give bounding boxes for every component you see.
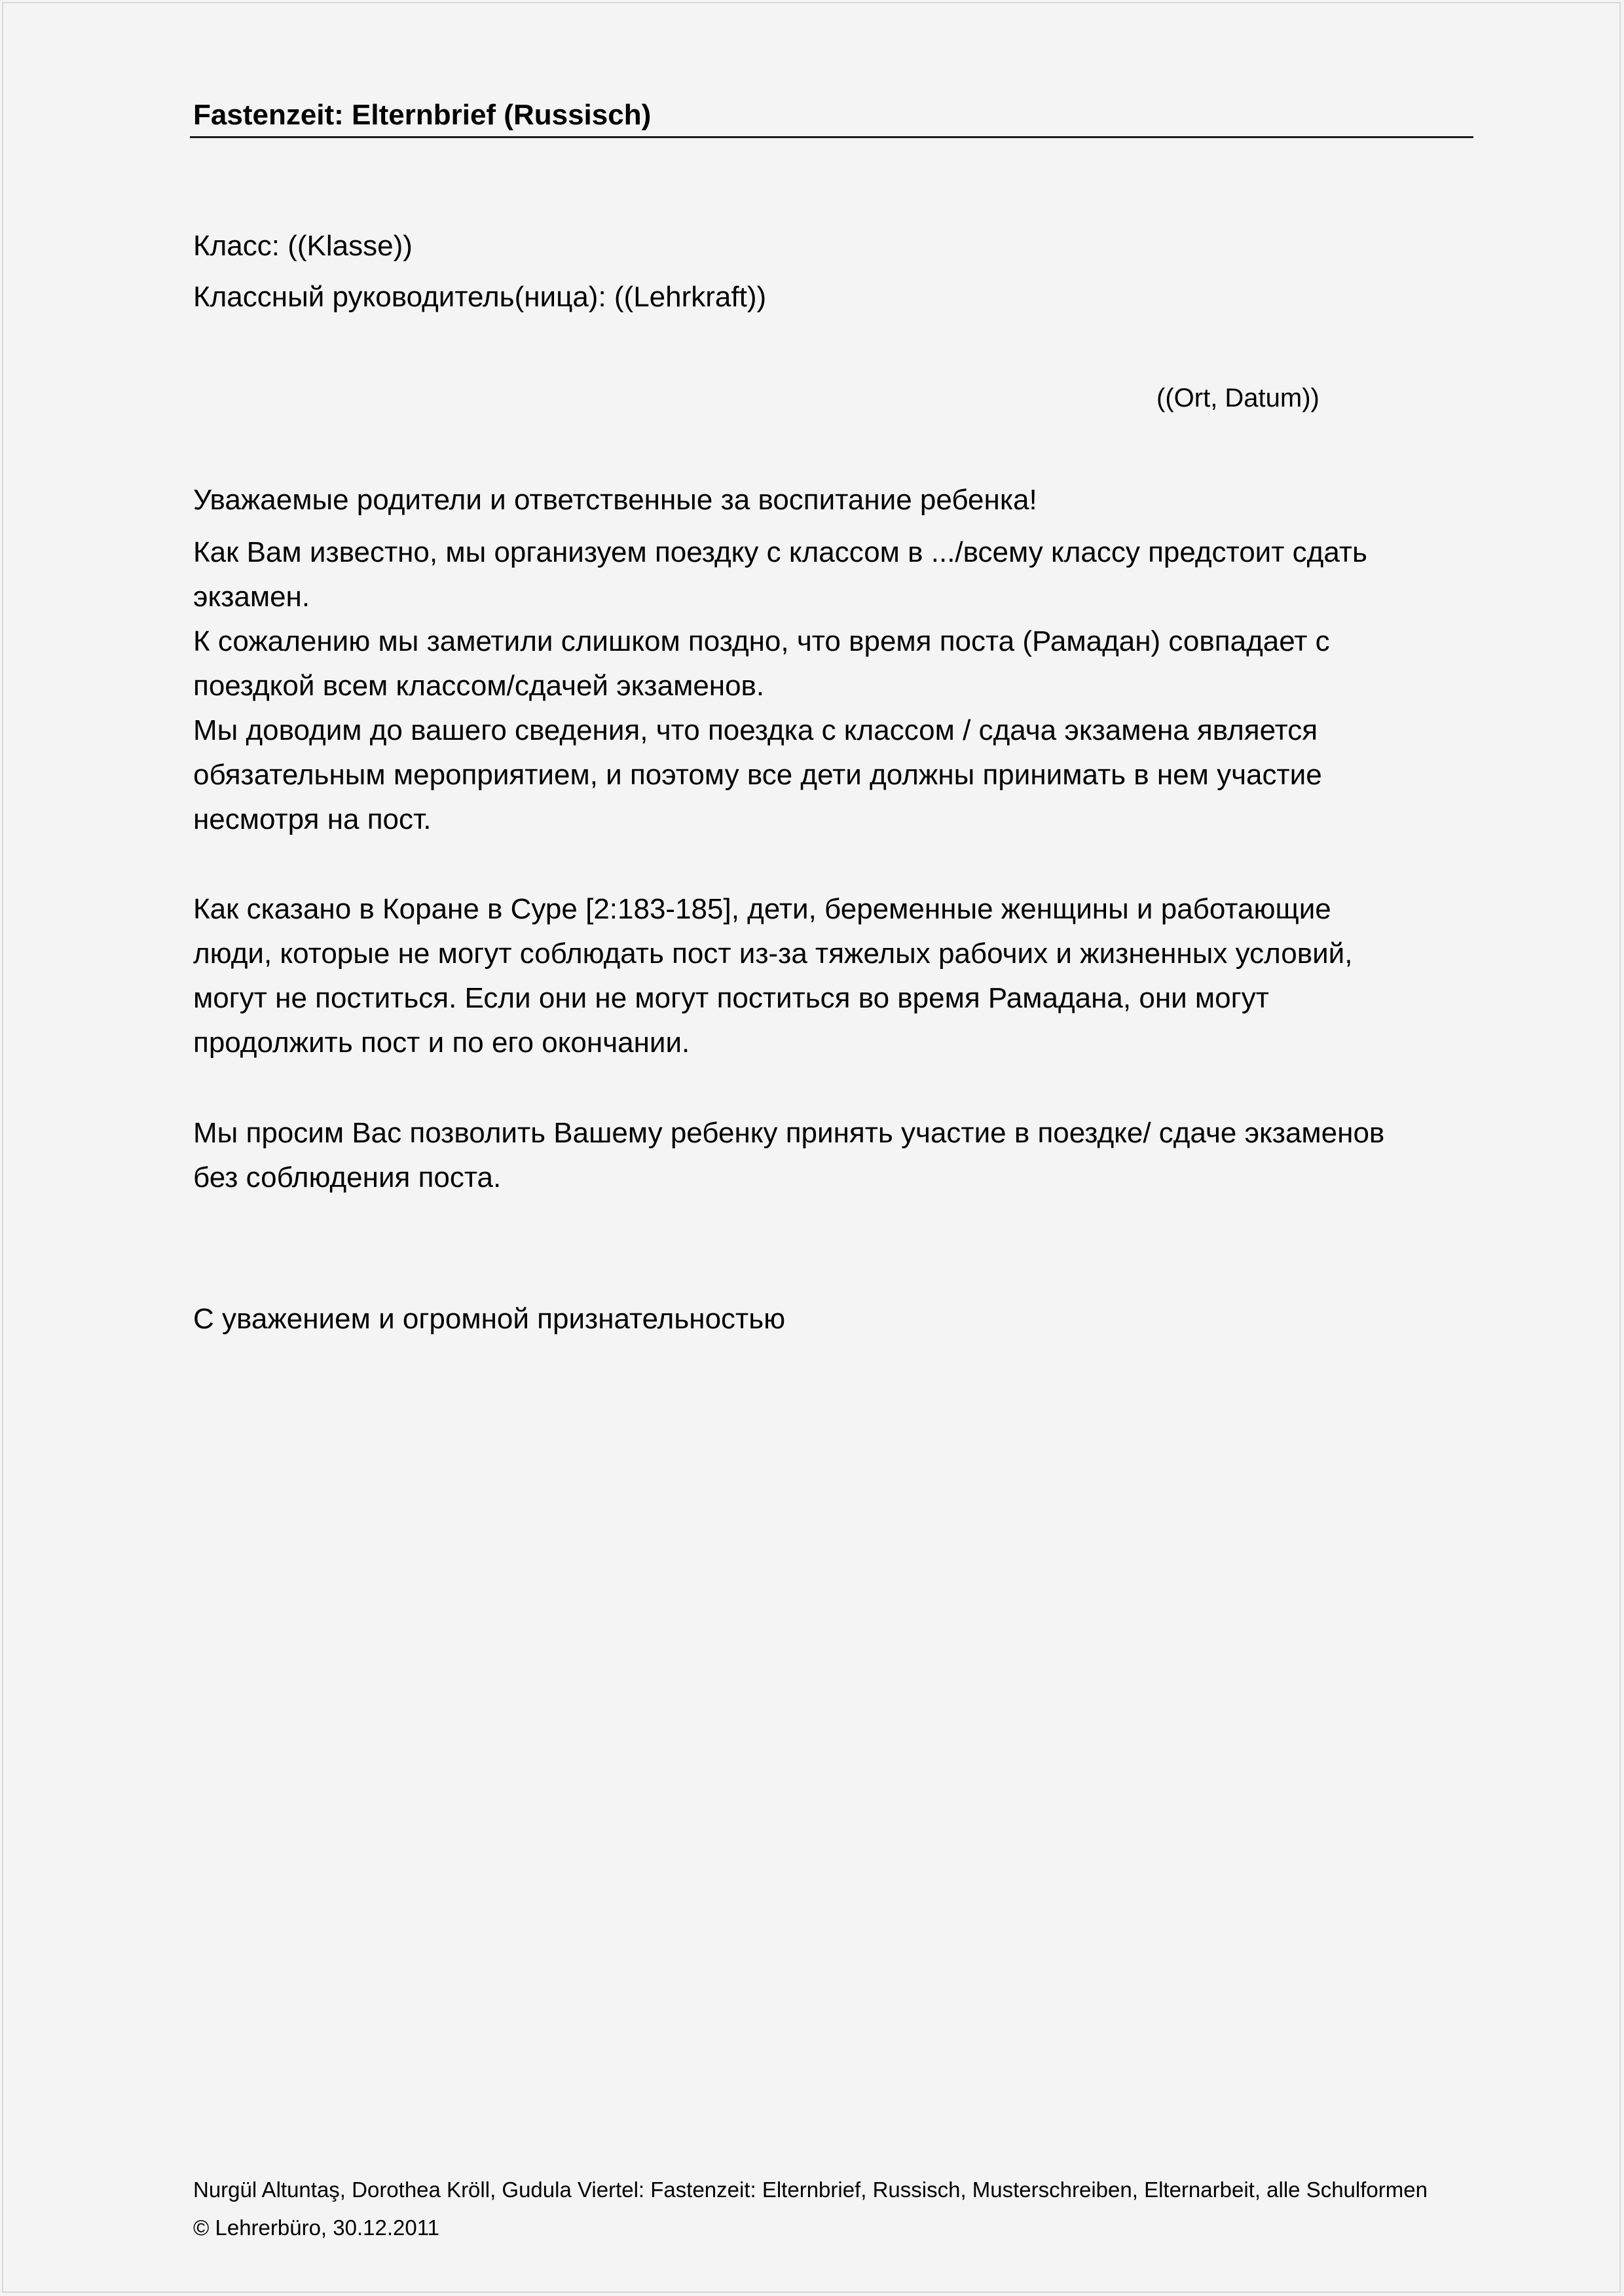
- paragraph-trip-notice: [193, 530, 1477, 842]
- closing-line: С уважением и огромной признательностью: [193, 1303, 786, 1335]
- paragraph-line: несмотря на пост.: [193, 803, 432, 835]
- paragraph-line: Мы просим Вас позволить Вашему ребенку принять участие в поездке/ сдаче экзаменов: [193, 1117, 1385, 1149]
- document-title: Fastenzeit: Elternbrief (Russisch): [193, 99, 652, 131]
- salutation: Уважаемые родители и ответственные за воспитание ребенка!: [193, 484, 1037, 516]
- class-field: Класс: ((Klasse)): [193, 230, 413, 262]
- title-underline-divider: [190, 136, 1473, 138]
- paragraph-line: продолжить пост и по его окончании.: [193, 1027, 690, 1059]
- paragraph-line: могут не поститься. Если они не могут поститься во время Рамадана, они могут: [193, 982, 1269, 1014]
- footer-copyright: © Lehrerbüro, 30.12.2011: [193, 2215, 439, 2240]
- paragraph-line: Как сказано в Коране в Суре [2:183-185], дети, беременные женщины и работающие: [193, 893, 1331, 925]
- teacher-field: Классный руководитель(ница): ((Lehrkraft)): [193, 281, 767, 313]
- paragraph-line: обязательным мероприятием, и поэтому все дети должны принимать в нем участие: [193, 759, 1322, 791]
- paragraph-quran-reference: [193, 887, 1477, 1065]
- footer-credits: Nurgül Altuntaş, Dorothea Kröll, Gudula Viertel: Fastenzeit: Elternbrief, Russisch, Musterschreiben, Elternarbeit, alle Schulformen: [193, 2178, 1428, 2202]
- paragraph-line: люди, которые не могут соблюдать пост из-за тяжелых рабочих и жизненных условий,: [193, 938, 1353, 970]
- place-date-field: ((Ort, Datum)): [1156, 384, 1320, 412]
- paragraph-line: экзамен.: [193, 581, 310, 613]
- paragraph-line: без соблюдения поста.: [193, 1161, 502, 1194]
- paragraph-request: [193, 1111, 1477, 1200]
- paragraph-line: Мы доводим до вашего сведения, что поездка с классом / сдача экзамена является: [193, 714, 1318, 746]
- paragraph-line: К сожалению мы заметили слишком поздно, что время поста (Рамадан) совпадает с: [193, 625, 1330, 657]
- paragraph-line: Как Вам известно, мы организуем поездку с классом в .../всему классу предстоит сдать: [193, 536, 1367, 568]
- footer: [193, 2171, 1428, 2247]
- paragraph-line: поездкой всем классом/сдачей экзаменов.: [193, 670, 765, 702]
